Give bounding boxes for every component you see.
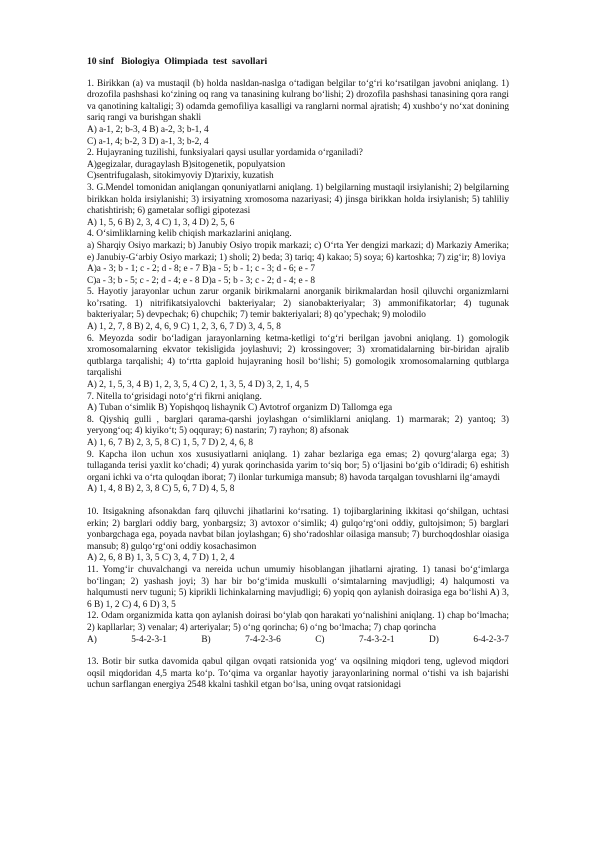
question-text: 2. Hujayraning tuzilishi, funksiyalari qaysi usullar yordamida o‘rganiladi? (87, 148, 363, 159)
question-text: 8. Qiyshiq gulli , barglari qarama-qarshi joylashgan o‘simliklarni aniqlang. 1) marmarak; 2) yantoq; 3) yeryong‘oq; 4) kiyiko‘t; 5) oqquray; 6) nastarin; 7) rayhon; 8) afsonak (87, 414, 509, 437)
answer-option-part: 5-4-2-3-1 (131, 634, 167, 645)
answer-options: A) 1, 6, 7 B) 2, 3, 5, 8 C) 1, 5, 7 D) 2, 4, 6, 8 (87, 438, 254, 448)
question-text: 11. Yomg‘ir chuvalchangi va nereida uchun umumiy hisoblangan jihatlarni ajrating. 1) tanasi bo‘g‘imlarga bo‘lingan; 2) yashash joyi; 3) har bir bo‘g‘imida muskulli o‘simtalarning mavjudligi; 4) halqumosti va halqumusti nerv tuguni; 5) kiprikli lichinkalarning mavjudligi; 6) yopiq qon aylanish doirasiga ega bo‘lishi A) 3, 6 B) 1, 2 C) 4, 6 D) 3, 5 (87, 564, 509, 610)
question-text: 4. O‘simliklarning kelib chiqish markazlarini aniqlang. (87, 229, 292, 240)
question-text: 13. Botir bir sutka davomida qabul qilgan ovqati ratsionida yog‘ va oqsilning miqdori teng, uglevod miqdori oqsil miqdoridan 4,5 marta ko‘p. To‘qima va organlar hayotiy jarayonlarining normal o‘tishi va ish bajarishi uchun sarflangan energiya 2548 kkalni tashkil etgan bo‘lsa, uning ovqat ratsionidagi (87, 657, 509, 691)
answer-options: A) a-1, 2; b-3, 4 B) a-2, 3; b-1, 4 (87, 124, 209, 135)
answer-options: A) 2, 6, 8 B) 1, 3, 5 C) 3, 4, 7 D) 1, 2, 4 (87, 553, 235, 564)
question-text: 6. Meyozda sodir bo‘ladigan jarayonlarning ketma-ketligi to‘g‘ri berilgan javobni aniqlang. 1) gomologik xromosomalarning ekvator tekisligida joylashuvi; 2) krossingover; 3) xromatidalarning bir-biridan ajralib qutblarga tarqalishi; 4) to‘rtta gaploid hujayraning hosil bo‘lishi; 5) gomologik xromosomalarning qutblarga tarqalishi (87, 333, 509, 379)
answer-option-part: 7-4-2-3-6 (245, 634, 281, 645)
spacer (87, 646, 509, 657)
answer-options: A) 1, 5, 6 B) 2, 3, 4 C) 1, 3, 4 D) 2, 5, 6 (87, 217, 235, 228)
question-text: 12. Odam organizmida katta qon aylanish doirasi bo‘ylab qon harakati yo‘nalishini aniqlang. 1) chap bo‘lmacha; 2) kapllarlar; 3) venalar; 4) arteriyalar; 5) o‘ng qorincha; 6) o‘ng bo‘lmacha; 7) chap qorincha (87, 611, 509, 633)
answer-options: C)a - 3; b - 5; c - 2; d - 4; e - 8 D)a - 5; b - 3; c - 2; d - 4; e - 8 (87, 275, 315, 286)
answer-options: C) a-1, 4; b-2, 3 D) a-1, 3; b-2, 4 (87, 136, 209, 147)
answer-options: A)a - 3; b - 1; c - 2; d - 8; e - 7 B)a - 5; b - 1; c - 3; d - 6; e - 7 (87, 264, 315, 275)
answer-option-part: D) (429, 634, 439, 645)
question-list (87, 79, 509, 692)
question-text: 3. G.Mendel tomonidan aniqlangan qonuniyatlarni aniqlang. 1) belgilarning mustaqil irsiylanishi; 2) belgilarning birikkan holda irsiylanishi; 3) irsiyatning xromosoma nazariyasi; 4) jinsga birikkan holda irsiylanish; 5) tahliliy chatishtirish; 6) gametalar sofligi gipotezasi (87, 182, 509, 217)
question-text: 7. Nitella to‘grisidagi noto‘g‘ri fikrni aniqlang. (87, 391, 262, 402)
question-text: 10. Itsigakning afsonakdan farq qiluvchi jihatlarini ko‘rsating. 1) tojibarglarining ikkitasi qo‘shilgan, uchtasi erkin; 2) barglari oddiy barg, yonbargsiz; 3) avtoxor o‘simlik; 4) gulqo‘rg‘oni oddiy, gultojsimon; 5) barglari yonbargchaga ega, poyada navbat bilan joylashgan; 6) sho‘radoshlar oilasiga mansub; 7) burchoqdoshlar oiasiga mansub; 8) gulqo‘rg‘oni oddiy kosachasimon (87, 506, 509, 552)
answer-option-part: A) (87, 634, 97, 645)
answer-options: A) 2, 1, 5, 3, 4 B) 1, 2, 3, 5, 4 C) 2, 1, 3, 5, 4 D) 3, 2, 1, 4, 5 (87, 380, 309, 391)
question-text: 1. Birikkan (a) va mustaqil (b) holda nasldan-naslga o‘tadigan belgilar to‘g‘ri ko‘rsatilgan javobni aniqlang. 1) drozofila pashshasi ko‘zining oq rang va tanasining kulrang bo‘lishi; 2) drozofila pashshasi tanasining qora rangi va qanotining kaltaligi; 3) odamda gemofiliya kasalligi va ranglarni normal ajratish; 4) xushbo‘y no‘xat donining sariq rangi va burishgan shakli (87, 78, 509, 124)
spacer (87, 496, 509, 507)
answer-options: C)sentrifugalash, sitokimyoviy D)tarixiy, kuzatish (87, 171, 274, 182)
answer-options-row (87, 635, 509, 647)
answer-options: A) 1, 2, 7, 8 B) 2, 4, 6, 9 C) 1, 2, 3, 6, 7 D) 3, 4, 5, 8 (87, 322, 281, 333)
question-text: a) Sharqiy Osiyo markazi; b) Janubiy Osiyo tropik markazi; c) O‘rta Yer dengizi markazi; d) Markaziy Amerika; e) Janubiy-G‘arbiy Osiyo markazi; 1) sholi; 2) beda; 3) tariq; 4) kakao; 5) soya; 6) kartoshka; 7) zig‘ir; 8) loviya (87, 240, 509, 263)
answer-option-part: 7-4-3-2-1 (358, 634, 395, 645)
answer-options: A)gegizalar, duragaylash B)sitogenetik, populyatsion (87, 159, 286, 170)
answer-option-part: B) (201, 634, 211, 645)
question-text: 9. Kapcha ilon uchun xos xususiyatlarni aniqlang. 1) zahar bezlariga ega emas; 2) qovurg‘alarga ega; 3) tullaganda terisi yaxlit ko‘chadi; 4) yurak qorinchasida yarim to‘siq bor; 5) o‘ljasini bo‘gib o‘ldiradi; 6) eshitish organi ichki va o‘rta quloqdan iborat; 7) ilonlar turkumiga mansub; 8) havoda tarqalgan tovushlarni ilg‘amaydi (87, 449, 509, 483)
answer-option-part: 6-4-2-3-7 (473, 634, 509, 645)
page-title: 10 sinf Biologiya Olimpiada test savollari (87, 56, 268, 67)
answer-options: A) 1, 4, 8 B) 2, 3, 8 C) 5, 6, 7 D) 4, 5, 8 (87, 484, 235, 495)
question-text: 5. Hayotiy jarayonlar uchun zarur organik birikmalarni anorganik birikmalardan hosil qiluvchi organizmlarni ko’rsating. 1) nitrifikatsiyalovchi bakteriyalar; 2) sianobakteriyalar; 3) ammonifikatorlar; 4) tugunak bakteriyalar; 5) devpechak; 6) chupchik; 7) temir bakteriyalari; 8) qo’ypechak; 9) molodilo (87, 287, 509, 321)
answer-options: A) Tuban o‘simlik B) Yopishqoq lishaynik C) Avtotrof organizm D) Tallomga ega (87, 403, 393, 414)
document-page (87, 56, 509, 692)
answer-option-part: C) (315, 634, 325, 645)
